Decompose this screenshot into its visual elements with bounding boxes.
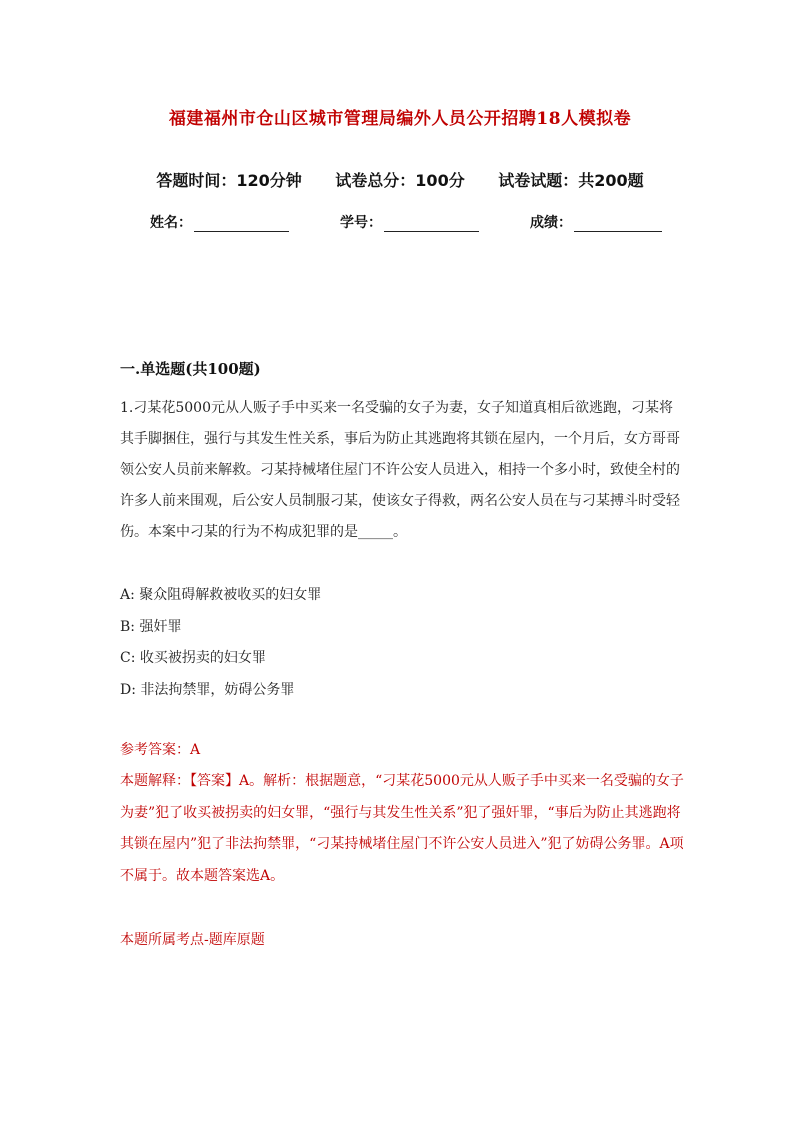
exam-time: 答题时间：120分钟 xyxy=(156,171,302,190)
exam-question-count: 试卷试题：共200题 xyxy=(498,171,644,190)
score-field xyxy=(530,212,662,232)
reference-answer: 参考答案：A xyxy=(120,742,201,758)
answer-explanation: 本题解释：【答案】A。解析：根据题意，“刁某花5000元从人贩子手中买来一名受骗的女子为妻”犯了收买被拐卖的妇女罪，“强行与其发生性关系”犯了强奸罪，“事后为防止其逃跑将其锁在屋内”犯了非法拘禁罪，“刁某持械堵住屋门不许公安人员进入”犯了妨碍公务罪。A项不属于。故本题答案选A。 xyxy=(120,773,684,884)
exam-total-score: 试卷总分：100分 xyxy=(335,171,465,190)
knowledge-point: 本题所属考点-题库原题 xyxy=(120,932,265,948)
name-blank xyxy=(194,217,289,232)
id-blank xyxy=(384,217,479,232)
name-label: 姓名： xyxy=(150,215,192,231)
option-b: B: 强奸罪 xyxy=(120,618,182,635)
exam-meta xyxy=(0,168,800,191)
option-a: A: 聚众阻碍解救被收买的妇女罪 xyxy=(120,587,322,603)
exam-title: 福建福州市仓山区城市管理局编外人员公开招聘18人模拟卷 xyxy=(168,109,632,129)
score-label: 成绩： xyxy=(530,215,572,231)
option-d: D: 非法拘禁罪，妨碍公务罪 xyxy=(120,681,295,698)
question-options xyxy=(120,580,321,706)
id-field xyxy=(340,212,479,232)
score-blank xyxy=(574,217,662,232)
section-title: 一.单选题(共100题) xyxy=(120,360,261,378)
id-label: 学号： xyxy=(340,215,382,231)
option-c: C: 收买被拐卖的妇女罪 xyxy=(120,650,266,666)
question-text: 1.刁某花5000元从人贩子手中买来一名受骗的女子为妻，女子知道真相后欲逃跑，刁某将其手脚捆住，强行与其发生性关系，事后为防止其逃跑将其锁在屋内，一个月后，女方哥哥领公安人员前来解救。刁某持械堵住屋门不许公安人员进入，相持一个多小时，致使全村的许多人前来围观，后公安人员制服刁某，使该女子得救，两名公安人员在与刁某搏斗时受轻伤。本案中刁某的行为不构成犯罪的是_____。 xyxy=(120,400,680,540)
name-field xyxy=(150,212,289,232)
